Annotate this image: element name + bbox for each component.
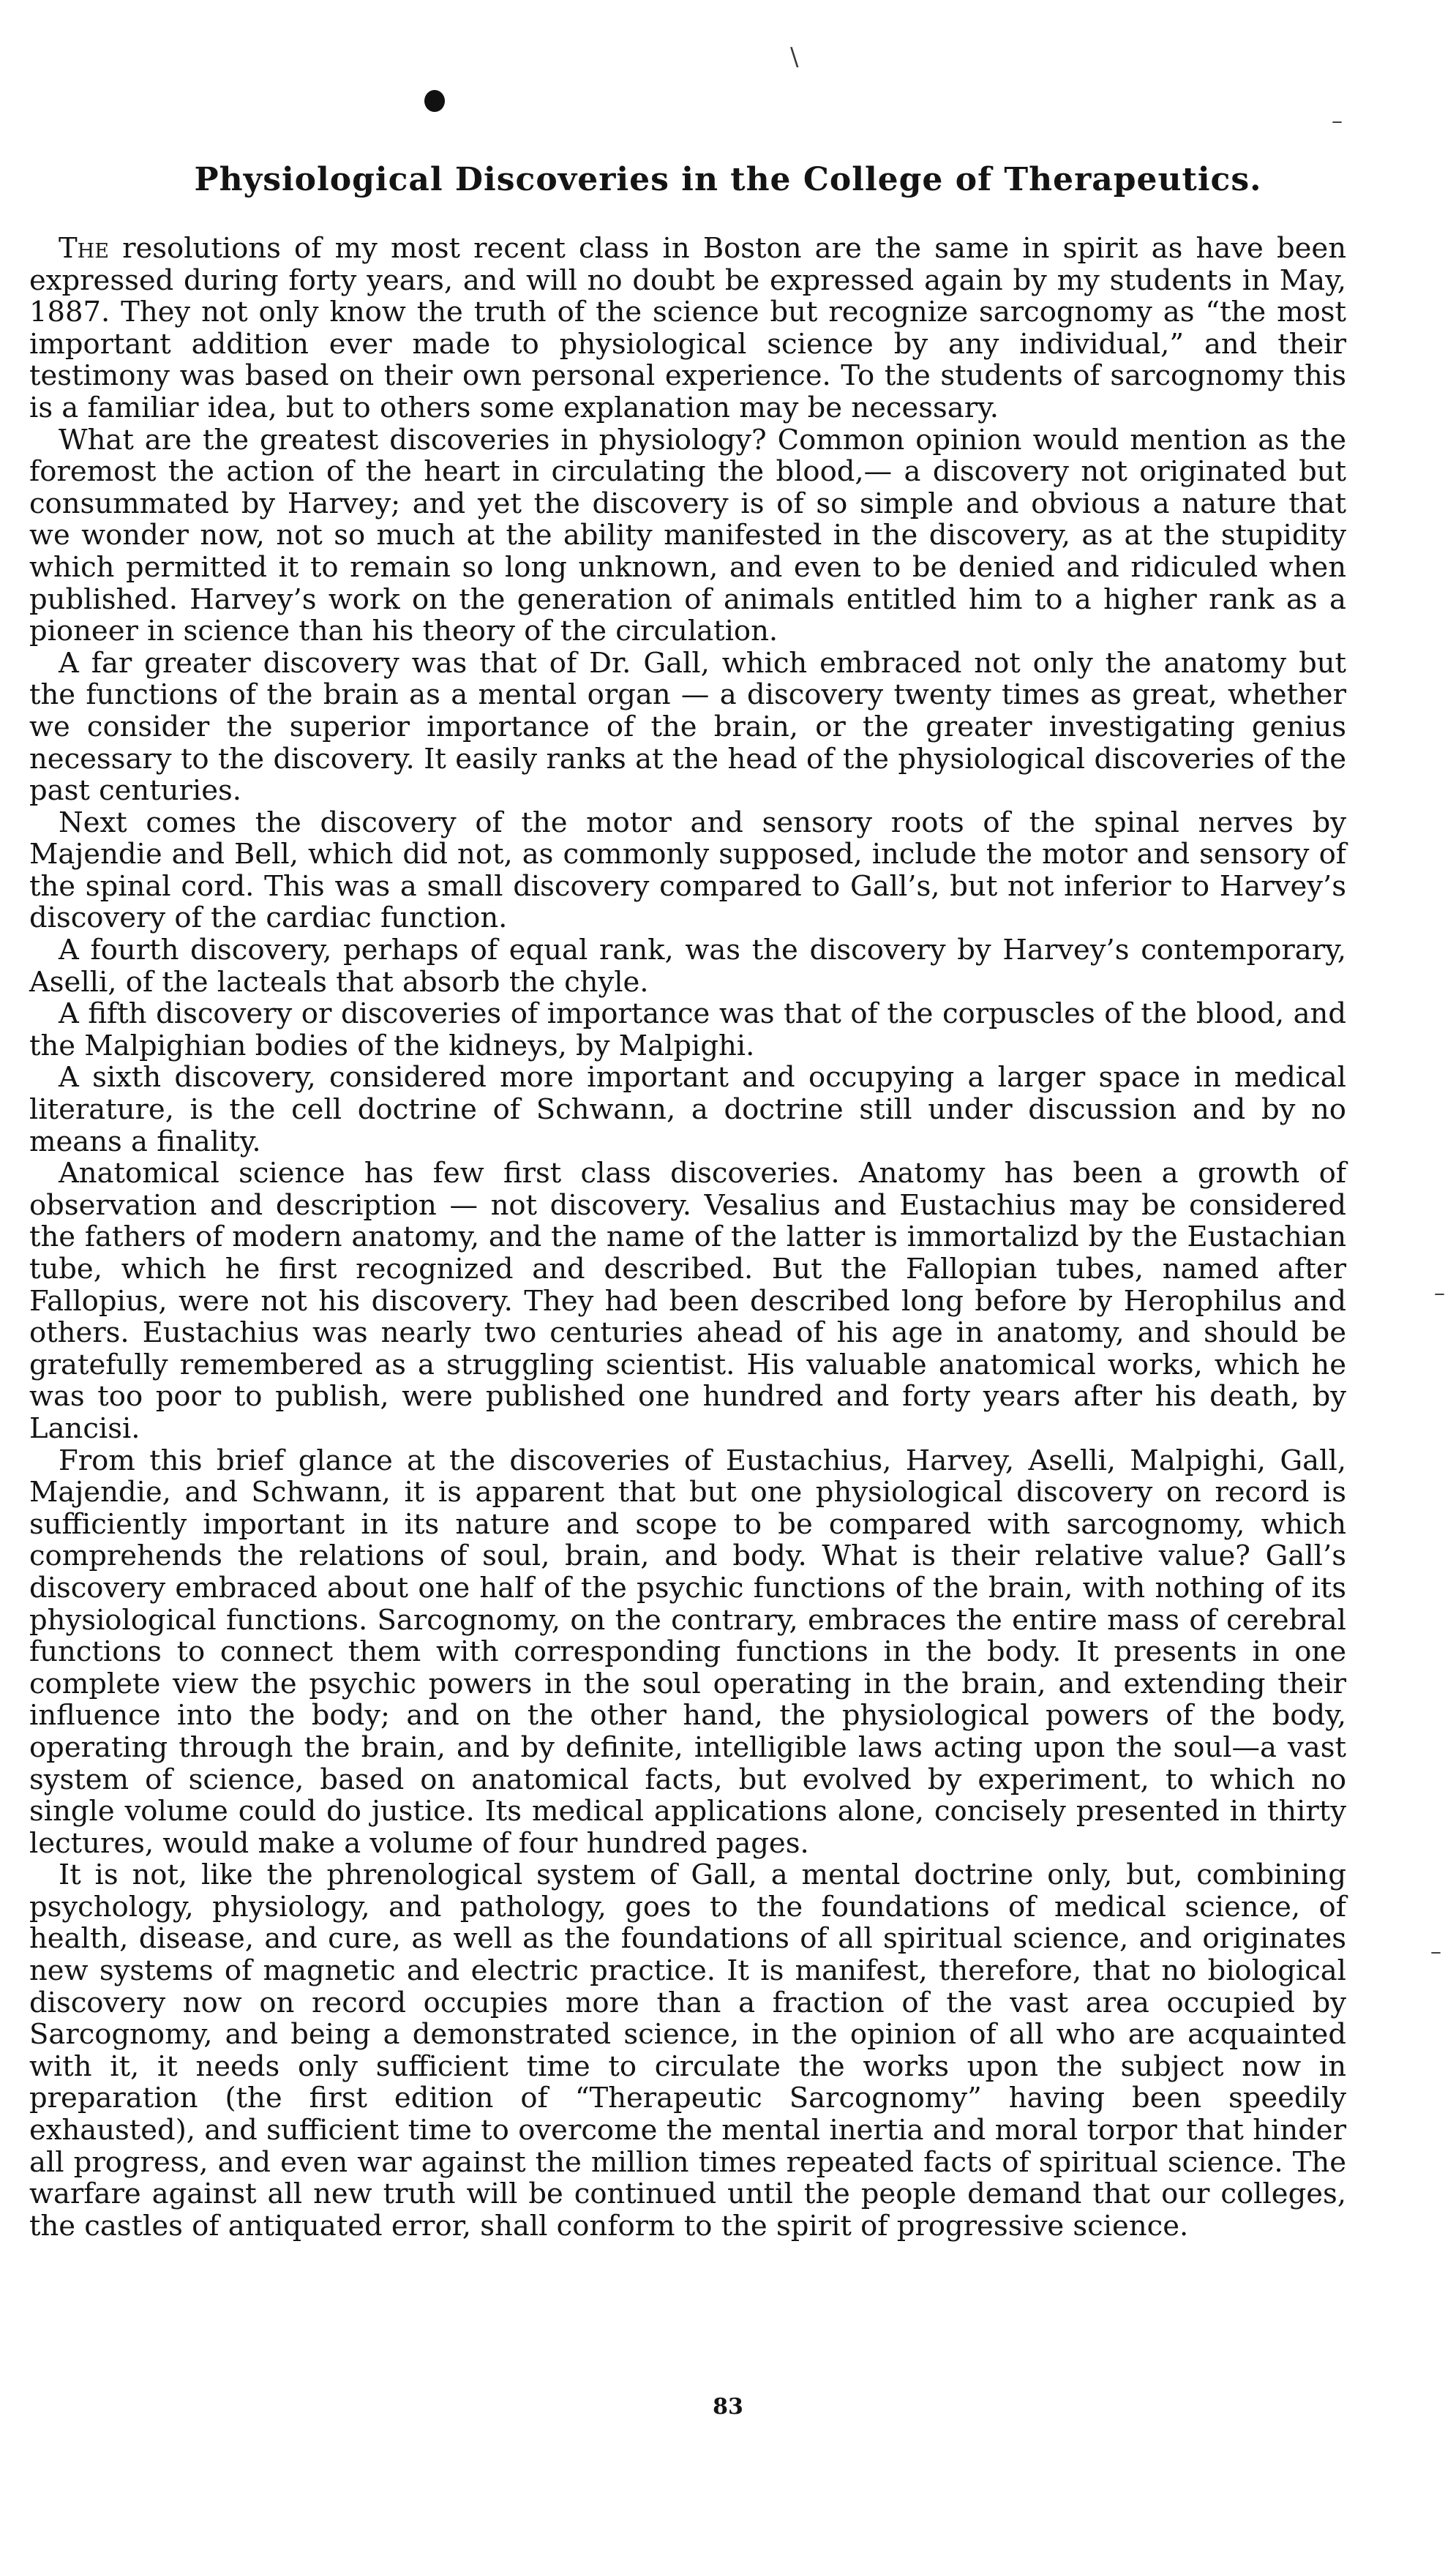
paragraph-7: A sixth discovery, considered more important and occupying a larger space in medical literature, is the cell doctrine of Schwann, a doctrine still under discussion and by no means a finality. bbox=[29, 1061, 1346, 1158]
margin-tick-mark: \ bbox=[790, 42, 799, 72]
paragraph-9: From this brief glance at the discoveries of Eustachius, Harvey, Aselli, Malpighi, Gall, Majendie, and Schwann, it is apparent that but one physiological discovery on record is sufficiently important in its nature and scope to be compared with sarcognomy, which comprehends the relations of soul, brain, and body. What is their relative value? Gall’s discovery embraced about one half of the psychic functions of the brain, with nothing of its physiological functions. Sarcognomy, on the contrary, embraces the entire mass of cerebral functions to connect them with corresponding functions in the body. It presents in one complete view the psychic powers in the soul operating in the brain, and extending their influence into the body; and on the other hand, the physiological powers of the body, operating through the brain, and by definite, intelligible laws acting upon the soul—a vast system of science, based on anatomical facts, but evolved by experiment, to which no single volume could do justice. Its medical applications alone, concisely presented in thirty lectures, would make a volume of four hundred pages. bbox=[29, 1444, 1346, 1860]
paragraph-10: It is not, like the phrenological system of Gall, a mental doctrine only, but, combining psychology, physiology, and pathology, goes to the foundations of medical science, of health, disease, and cure, as well as the foundations of all spiritual science, and originates new systems of magnetic and electric practice. It is manifest, therefore, that no biological discovery now on record occupies more than a fraction of the vast area occupied by Sarcognomy, and being a demonstrated science, in the opinion of all who are acquainted with it, it needs only sufficient time to circulate the works upon the subject now in preparation (the first edition of “Therapeutic Sarcognomy” having been speedily exhausted), and sufficient time to overcome the mental inertia and moral torpor that hinder all progress, and even war against the million times repeated facts of spiritual science. The warfare against all new truth will be continued until the people demand that our colleges, the castles of antiquated error, shall conform to the spirit of progressive science. bbox=[29, 1858, 1346, 2243]
paragraph-2: What are the greatest discoveries in physiology? Common opinion would mention as the foremost the action of the heart in circulating the blood,— a discovery not originated but consummated by Harvey; and yet the discovery is of so simple and obvious a nature that we wonder now, not so much at the ability manifested in the discovery, as at the stupidity which permitted it to remain so long unknown, and even to be denied and ridiculed when published. Harvey’s work on the generation of animals entitled him to a higher rank as a pioneer in science than his theory of the circulation. bbox=[29, 423, 1346, 648]
article-body bbox=[29, 233, 1346, 2242]
paragraph-8: Anatomical science has few first class discoveries. Anatomy has been a growth of observation and description — not discovery. Vesalius and Eustachius may be considered the fathers of modern anatomy, and the name of the latter is immortalizd by the Eustachian tube, which he first recognized and described. But the Fallopian tubes, named after Fallopius, were not his discovery. They had been described long before by Herophilus and others. Eustachius was nearly two centuries ahead of his age in anatomy, and should be gratefully remembered as a struggling scientist. His valuable anatomical works, which he was too poor to publish, were published one hundred and forty years after his death, by Lancisi. bbox=[29, 1157, 1346, 1445]
page-number: 83 bbox=[713, 2394, 743, 2420]
page-title: Physiological Discoveries in the College of Therapeutics. bbox=[194, 161, 1262, 198]
paragraph-3: A far greater discovery was that of Dr. Gall, which embraced not only the anatomy but the functions of the brain as a mental organ — a discovery twenty times as great, whether we consider the superior importance of the brain, or the greater investigating genius necessary to the discovery. It easily ranks at the head of the physiological discoveries of the past centuries. bbox=[29, 646, 1346, 808]
margin-dash-mark: – bbox=[1434, 1280, 1445, 1306]
paragraph-text: resolutions of my most recent class in Boston are the same in spirit as have been expressed during forty years, and will no doubt be expressed again by my students in May, 1887. They not only know the truth of the science but recognize sarcognomy as “the most important addition ever made to physiological science by any individual,” and their testimony was based on their own personal experience. To the students of sarcognomy this is a familiar idea, but to others some explanation may be necessary. bbox=[29, 232, 1346, 424]
margin-dash-mark: – bbox=[1430, 1939, 1441, 1965]
margin-dash-mark: – bbox=[1332, 108, 1343, 134]
paragraph-5: A fourth discovery, perhaps of equal rank, was the discovery by Harvey’s contemporary, Aselli, of the lacteals that absorb the chyle. bbox=[29, 934, 1346, 999]
paragraph-1 bbox=[29, 233, 1346, 424]
drop-word: The bbox=[59, 232, 109, 265]
paragraph-6: A fifth discovery or discoveries of importance was that of the corpuscles of the blood, and the Malpighian bodies of the kidneys, by Malpighi. bbox=[29, 997, 1346, 1062]
ink-dot bbox=[424, 90, 445, 112]
paragraph-4: Next comes the discovery of the motor and sensory roots of the spinal nerves by Majendie and Bell, which did not, as commonly supposed, include the motor and sensory of the spinal cord. This was a small discovery compared to Gall’s, but not inferior to Harvey’s discovery of the cardiac function. bbox=[29, 806, 1346, 935]
